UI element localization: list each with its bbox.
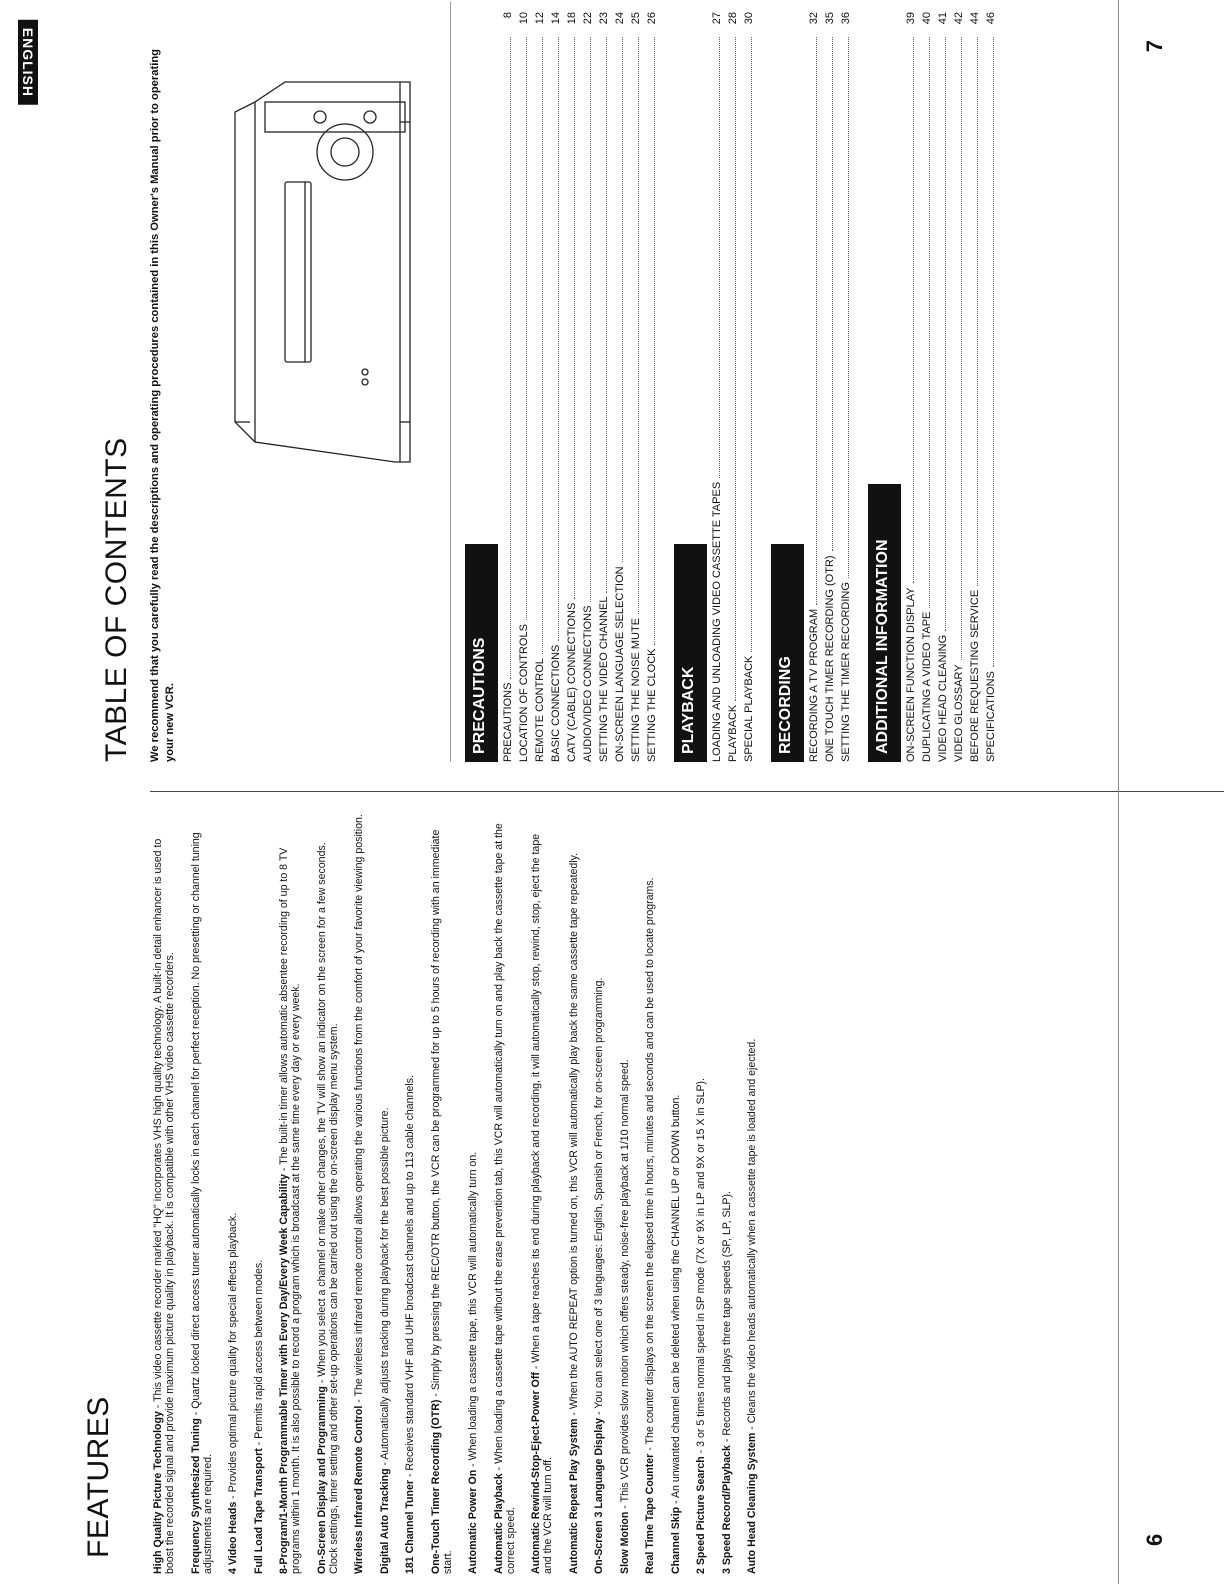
page-number-right: 7 [1142, 40, 1167, 53]
feature-item [670, 814, 682, 1574]
toc-entry-label: ONE TOUCH TIMER RECORDING (OTR) [824, 555, 836, 762]
toc-entry-label: VIDEO HEAD CLEANING [937, 634, 949, 762]
toc-title: TABLE OF CONTENTS [100, 437, 133, 762]
leader-dots [929, 37, 930, 608]
feature-text: - This VCR provides slow motion which offers steady, noise-free playback at 1/10 normal speed. [618, 1059, 631, 1512]
feature-item [593, 814, 605, 1574]
leader-dots [913, 37, 914, 583]
section-heading-additional-information: ADDITIONAL INFORMATION [868, 484, 901, 762]
feature-text: - Records and plays three tape speeds (SP, LP, SLP). [720, 1191, 733, 1446]
feature-text: - Provides optimal picture quality for special effects playback. [227, 1212, 239, 1502]
feature-name: On-Screen Display and Programming [315, 1386, 328, 1574]
features-list [152, 814, 772, 1574]
leader-dots [510, 37, 511, 679]
toc-entry-label: SPECIAL PLAYBACK [743, 655, 755, 762]
feature-text: - Simply by pressing the REC/OTR button, the VCR can be programmed for up to 5 hours of recording with an immediate start. [429, 829, 454, 1574]
toc-entry-page: 18 [566, 12, 578, 25]
toc-entry-page: 32 [808, 12, 820, 25]
toc-entry[interactable] [741, 12, 757, 762]
toc-entry-page: 27 [711, 12, 723, 25]
feature-text: - An unwanted channel can be deleted when using the CHANNEL UP or DOWN button. [669, 1094, 682, 1507]
feature-text: - Automatically adjusts tracking during playback for the best possible picture. [378, 1107, 391, 1469]
toc-entry[interactable] [612, 12, 628, 762]
toc-entry-label: BASIC CONNECTIONS [550, 644, 562, 762]
toc-entry[interactable] [919, 12, 935, 762]
toc-entry[interactable] [822, 12, 838, 762]
language-badge: ENGLISH [18, 20, 38, 105]
toc-entry-page: 46 [985, 12, 997, 25]
feature-name: 8-Program/1-Month Programmable Timer with Every Day/Every Week Capability [278, 1174, 290, 1574]
feature-item [227, 814, 239, 1574]
leader-dots [654, 37, 655, 645]
toc-entry[interactable] [838, 12, 854, 762]
feature-item [430, 814, 454, 1574]
toc-entry[interactable] [564, 12, 580, 762]
toc-entry[interactable] [628, 12, 644, 762]
feature-item [568, 814, 580, 1574]
leader-dots [606, 37, 607, 593]
feature-text: - The counter displays on the screen the elapsed time in hours, minutes and seconds and can be used to locate programs. [644, 877, 656, 1454]
toc-entry-page: 24 [614, 12, 626, 25]
leader-dots [945, 37, 946, 631]
toc-entry[interactable] [596, 12, 612, 762]
leader-dots [574, 37, 575, 599]
toc-entry[interactable] [709, 12, 725, 762]
section-rule [450, 2, 451, 762]
toc-entry-label: ON-SCREEN LANGUAGE SELECTION [614, 566, 626, 762]
feature-name: Channel Skip [669, 1506, 682, 1574]
feature-text: - This video cassette recorder marked "HQ" incorporates VHS high quality technology. A built-in detail enhancer is used to boost the recorded signal and provide maximum picture quality in playback. It is compatible with other VHS video cassette recorders. [152, 838, 176, 1574]
leader-dots [638, 37, 639, 614]
feature-name: Slow Motion [618, 1511, 631, 1574]
toc-entry-label: SETTING THE CLOCK [646, 648, 658, 762]
feature-item [379, 814, 391, 1574]
feature-item [152, 814, 176, 1574]
leader-dots [719, 37, 720, 478]
leader-dots [961, 37, 962, 660]
feature-item [190, 814, 214, 1574]
leader-dots [993, 37, 994, 667]
leader-dots [622, 37, 623, 562]
toc-entry-label: SETTING THE TIMER RECORDING [840, 582, 852, 762]
feature-name: Automatic Power On [467, 1469, 479, 1574]
leader-dots [816, 37, 817, 605]
toc-entry-page: 36 [840, 12, 852, 25]
leader-dots [558, 37, 559, 641]
toc-entry-page: 14 [550, 12, 562, 25]
feature-text: - Receives standard VHF and UHF broadcast channels and up to 113 cable channels. [404, 1075, 416, 1480]
toc-entry-page: 23 [598, 12, 610, 25]
feature-name: Automatic Rewind-Stop-Eject-Power Off [530, 1372, 542, 1574]
toc-entry[interactable] [516, 12, 532, 762]
feature-text: - 3 or 5 times normal speed in SP mode (7X or 9X in LP and 9X or 15 X in SLP). [695, 1077, 707, 1457]
leader-dots [832, 37, 833, 551]
toc-entry-label: REMOTE CONTROL [534, 658, 546, 762]
toc-entry[interactable] [532, 12, 548, 762]
feature-text: - When a tape reaches its end during playback and recording, it will automatically stop, rewind, stop, eject the tape and the VCR will turn off. [530, 833, 554, 1574]
page-number-left: 6 [1142, 1533, 1167, 1546]
section-heading-recording: RECORDING [771, 544, 804, 762]
feature-name: 4 Video Heads [227, 1501, 239, 1574]
toc-entry-page: 39 [905, 12, 917, 25]
toc-entry-page: 26 [646, 12, 658, 25]
toc-entry-page: 22 [582, 12, 594, 25]
feature-item [721, 814, 733, 1574]
toc-entry-page: 42 [953, 12, 965, 25]
feature-item [353, 814, 365, 1574]
feature-item [278, 814, 302, 1574]
toc-intro: We recommend that you carefully read the descriptions and operating procedures contained in this Owner's Manual prior to operating your new VCR. [149, 49, 176, 762]
toc-entry[interactable] [725, 12, 741, 762]
feature-text: - When the AUTO REPEAT option is turned on, this VCR will automatically play back the same cassette tape repeatedly. [567, 852, 580, 1419]
toc-entry[interactable] [580, 12, 596, 762]
feature-item [619, 814, 631, 1574]
feature-name: Auto Head Cleaning System [746, 1432, 758, 1574]
feature-name: One-Touch Timer Recording (OTR) [429, 1399, 442, 1574]
feature-name: High Quality Picture Technology [152, 1411, 164, 1574]
feature-text: - When loading a cassette tape without the erase prevention tab, this VCR will automatically turn on and play back the cassette tape at the correct speed. [492, 823, 517, 1574]
feature-item [644, 814, 656, 1574]
toc-entry[interactable] [935, 12, 951, 762]
feature-name: Automatic Repeat Play System [567, 1418, 580, 1574]
leader-dots [542, 37, 543, 654]
feature-text: - Cleans the video heads automatically when a cassette tape is loaded and ejected. [746, 1038, 758, 1433]
toc-entry[interactable] [951, 12, 967, 762]
toc-entry-label: LOADING AND UNLOADING VIDEO CASSETTE TAPES [711, 481, 723, 762]
feature-item [493, 814, 517, 1574]
feature-name: 181 Channel Tuner [404, 1480, 416, 1574]
vcr-illustration [225, 62, 425, 482]
toc-entry-page: 8 [502, 12, 514, 19]
toc-entry-page: 28 [727, 12, 739, 25]
toc-entry-page: 44 [969, 12, 981, 25]
section-heading-precautions: PRECAUTIONS [465, 544, 498, 762]
toc-entry-page: 40 [921, 12, 933, 25]
feature-text: - When loading a cassette tape, this VCR will automatically turn on. [467, 1151, 479, 1470]
leader-dots [751, 37, 752, 652]
toc-entry-page: 12 [534, 12, 546, 25]
toc-entry-label: CATV (CABLE) CONNECTIONS [566, 602, 578, 762]
toc-entry-label: PRECAUTIONS [502, 682, 514, 762]
toc-entry-label: LOCATION OF CONTROLS [518, 624, 530, 762]
feature-name: Wireless Infrared Remote Control [353, 1405, 365, 1574]
toc-list [450, 12, 999, 762]
toc-entry-label: AUDIO/VIDEO CONNECTIONS [582, 605, 594, 762]
toc-entry[interactable] [644, 12, 660, 762]
feature-item [253, 814, 265, 1574]
toc-entry-label: ON-SCREEN FUNCTION DISPLAY [905, 587, 917, 762]
feature-text: - The wireless infrared remote control allows operating the various functions from the comfort of your favorite viewing position. [353, 814, 365, 1406]
feature-text: - The built-in timer allows automatic absentee recording of up to 8 TV programs within 1 month. It is also possible to record a program which is broadcast at the same time every day or every week. [278, 847, 302, 1574]
toc-entry-label: PLAYBACK [727, 704, 739, 762]
toc-entry-label: DUPLICATING A VIDEO TAPE [921, 611, 933, 762]
feature-text: - Quartz locked direct access tuner automatically locks in each channel for perfect reception. No presetting or channel tuning adjustments are required. [189, 832, 214, 1574]
toc-entry-page: 10 [518, 12, 530, 25]
leader-dots [735, 37, 736, 701]
feature-item [530, 814, 554, 1574]
feature-name: 3 Speed Record/Playback [720, 1445, 733, 1574]
toc-entry-label: RECORDING A TV PROGRAM [808, 608, 820, 762]
feature-name: Frequency Synthesized Tuning [189, 1418, 202, 1574]
feature-name: Digital Auto Tracking [378, 1468, 391, 1574]
toc-entry[interactable] [983, 12, 999, 762]
feature-item [467, 814, 479, 1574]
toc-entry[interactable] [967, 12, 983, 762]
leader-dots [848, 37, 849, 578]
features-page [0, 792, 1224, 1584]
leader-dots [977, 37, 978, 586]
toc-entry-label: BEFORE REQUESTING SERVICE [969, 589, 981, 762]
toc-entry-page: 41 [937, 12, 949, 25]
toc-entry-label: SETTING THE NOISE MUTE [630, 617, 642, 762]
feature-item [404, 814, 416, 1574]
toc-entry[interactable] [548, 12, 564, 762]
toc-entry[interactable] [806, 12, 822, 762]
toc-entry-page: 35 [824, 12, 836, 25]
leader-dots [526, 37, 527, 620]
feature-name: Automatic Playback [492, 1473, 505, 1574]
feature-item [695, 814, 707, 1574]
feature-name: 2 Speed Picture Search [695, 1456, 707, 1574]
toc-entry-page: 25 [630, 12, 642, 25]
section-heading-playback: PLAYBACK [674, 544, 707, 762]
feature-text: - When you select a channel or make other changes, the TV will show an indicator on the screen for a few seconds. Clock settings, timer setting and other set-up operations can be carried out using the on-screen display menu system. [315, 842, 340, 1574]
leader-dots [590, 37, 591, 602]
toc-entry-label: VIDEO GLOSSARY [953, 664, 965, 762]
toc-entry-label: SPECIFICATIONS [985, 671, 997, 762]
feature-item [746, 814, 758, 1574]
feature-text: - You can select one of 3 languages: English, Spanish or French, for on-screen programming. [593, 977, 605, 1418]
toc-entry[interactable] [903, 12, 919, 762]
feature-name: On-Screen 3 Language Display [593, 1417, 605, 1574]
toc-entry[interactable] [500, 12, 516, 762]
toc-entry-label: SETTING THE VIDEO CHANNEL [598, 596, 610, 762]
feature-name: Real Time Tape Counter [644, 1453, 656, 1574]
feature-name: Full Load Tape Transport [252, 1448, 265, 1574]
feature-text: - Permits rapid access between modes. [252, 1259, 265, 1449]
toc-entry-page: 30 [743, 12, 755, 25]
features-title: FEATURES [82, 1396, 115, 1558]
feature-item [316, 814, 340, 1574]
